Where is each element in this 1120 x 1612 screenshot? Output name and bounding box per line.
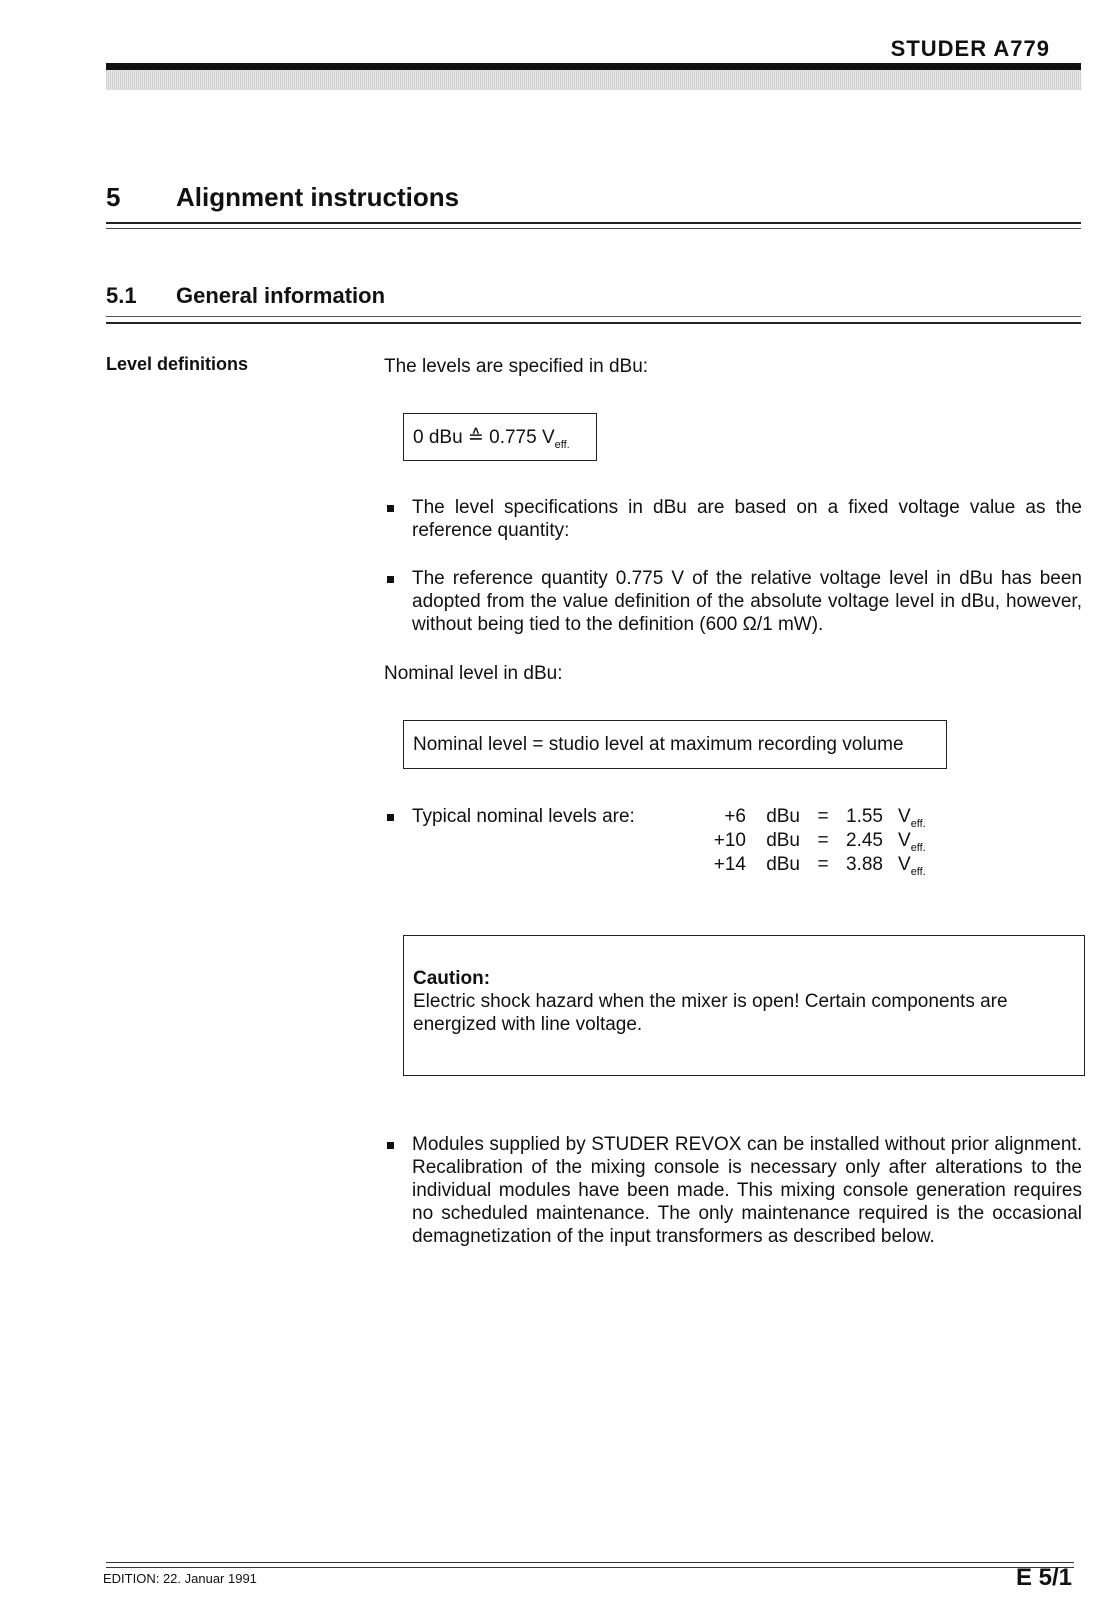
level-row (680, 805, 926, 829)
voltage-unit: $V_{eff.}$ (898, 830, 926, 854)
document-title: STUDER A779 (890, 36, 1050, 61)
level-row (680, 829, 926, 853)
level-value: +10 (713, 830, 746, 851)
edition-text: EDITION: 22. Januar 1991 (103, 1571, 257, 1586)
voltage-value: 2.45 (846, 830, 883, 851)
side-label: Level definitions (106, 354, 249, 374)
level-unit: dBu (766, 854, 800, 875)
bullet-square-icon (387, 576, 394, 583)
level-value: +6 (724, 806, 746, 827)
header-rule (106, 63, 1081, 70)
subsection-title: General information (176, 283, 386, 308)
nominal-definition-box (403, 720, 947, 769)
bullet-item (384, 496, 1082, 542)
voltage-unit: $V_{eff.}$ (898, 854, 926, 878)
level-equals: = (817, 806, 829, 827)
formula-text: 0 dBu ≙ 0.775 V (413, 427, 555, 448)
voltage-value: 1.55 (846, 806, 883, 827)
bullet-square-icon (387, 814, 394, 821)
level-row (680, 853, 926, 877)
bullet-square-icon (387, 505, 394, 512)
page-number: E 5/1 (1015, 1564, 1072, 1591)
voltage-unit: $V_{eff.}$ (898, 806, 926, 830)
nominal-definition-text: Nominal level = studio level at maximum recording volume (413, 734, 904, 755)
voltage-value: 3.88 (846, 854, 883, 875)
bullet-text: The level specifications in dBu are based on a fixed voltage value as the reference quantity: (412, 497, 1082, 541)
subsection-rule-thin (106, 316, 1081, 317)
formula-subscript: eff. (554, 438, 570, 451)
footer-rule (106, 1562, 1074, 1563)
section-rule-thin (106, 228, 1081, 229)
bullet-square-icon (387, 1142, 394, 1149)
typical-levels-table (680, 805, 926, 877)
level-equals: = (817, 830, 829, 851)
caution-title: Caution: (413, 968, 491, 989)
formula-box (403, 413, 597, 461)
caution-box (403, 935, 1085, 1076)
bullet-item (384, 1133, 1082, 1248)
subsection-rule (106, 322, 1081, 324)
level-equals: = (817, 854, 829, 875)
section-number: 5 (106, 182, 121, 212)
intro-text: The levels are specified in dBu: (384, 356, 649, 377)
level-unit: dBu (766, 806, 800, 827)
level-value: +14 (713, 854, 746, 875)
typical-levels-label: Typical nominal levels are: (412, 806, 635, 827)
footer-rule-thin (106, 1567, 1074, 1568)
section-rule (106, 222, 1081, 224)
modules-note: Modules supplied by STUDER REVOX can be installed without prior alignment. Recalibration of the mixing console is necessary only after alterations to the individual modules have been made. This mixing console generation requires no scheduled maintenance. The only maintenance required is the occasional demagnetization of the input transformers as described below. (412, 1134, 1082, 1247)
subsection-number: 5.1 (106, 283, 137, 308)
caution-text: Electric shock hazard when the mixer is open! Certain components are energized with line voltage. (413, 991, 1008, 1035)
nominal-heading: Nominal level in dBu: (384, 663, 563, 684)
section-title: Alignment instructions (176, 182, 460, 212)
bullet-text: The reference quantity 0.775 V of the relative voltage level in dBu has been adopted from the value definition of the absolute voltage level in dBu, however, without being tied to the definition (600 Ω/1 mW). (412, 568, 1082, 635)
bullet-item (384, 567, 1082, 636)
level-unit: dBu (766, 830, 800, 851)
